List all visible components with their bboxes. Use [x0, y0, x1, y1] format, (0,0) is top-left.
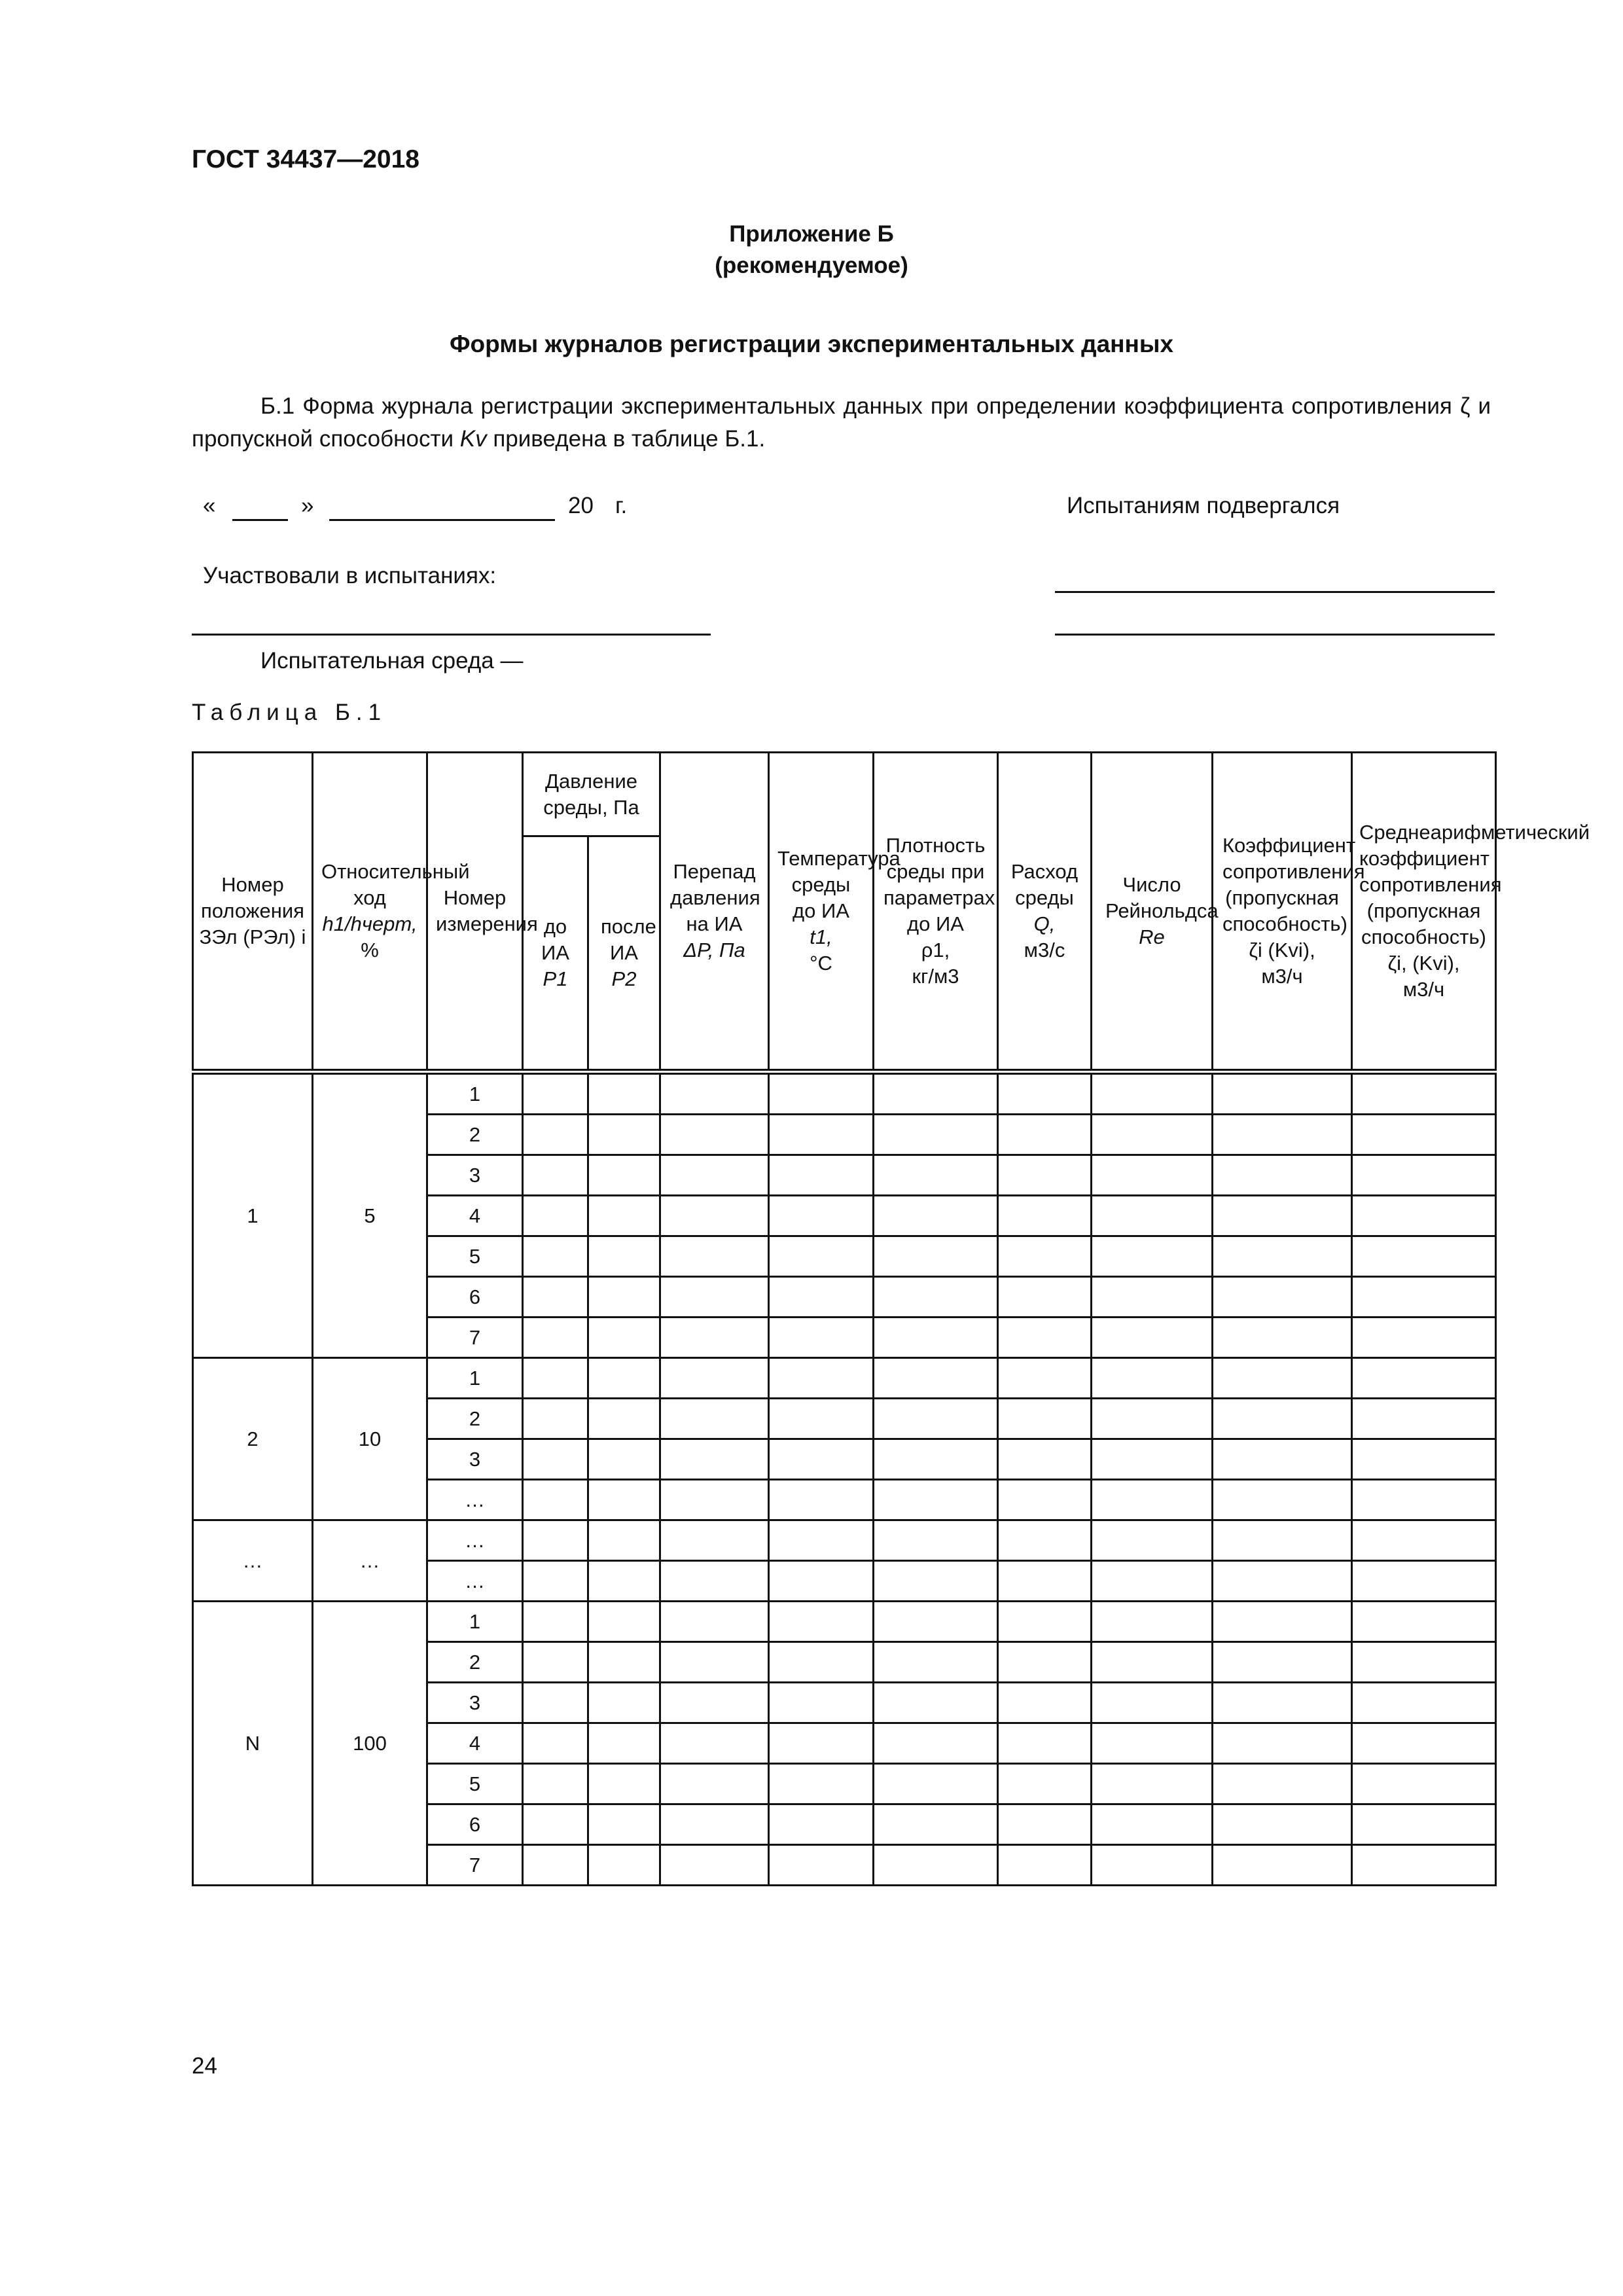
empty-data-cell[interactable]	[588, 1642, 660, 1683]
empty-data-cell[interactable]	[769, 1196, 874, 1236]
empty-data-cell[interactable]	[588, 1072, 660, 1115]
empty-data-cell[interactable]	[769, 1318, 874, 1358]
empty-data-cell[interactable]	[1352, 1602, 1496, 1642]
table-row	[193, 1520, 1496, 1561]
table-row	[193, 1072, 1496, 1115]
empty-data-cell[interactable]	[660, 1561, 769, 1602]
cell-measurement: …	[427, 1520, 523, 1561]
empty-data-cell[interactable]	[998, 1155, 1092, 1196]
empty-data-cell[interactable]	[660, 1318, 769, 1358]
empty-data-cell[interactable]	[523, 1845, 588, 1886]
intro-text-2: приведена в таблице Б.1.	[486, 426, 766, 452]
empty-data-cell[interactable]	[874, 1072, 998, 1115]
empty-data-cell[interactable]	[874, 1683, 998, 1723]
empty-data-cell[interactable]	[998, 1358, 1092, 1399]
cell-measurement: 1	[427, 1602, 523, 1642]
appendix-status: (рекомендуемое)	[715, 253, 908, 278]
empty-data-cell[interactable]	[998, 1683, 1092, 1723]
empty-data-cell[interactable]	[660, 1277, 769, 1318]
col-header-reynolds: Число Рейнольдса Re	[1092, 753, 1213, 1072]
empty-data-cell[interactable]	[523, 1399, 588, 1439]
cell-travel: 5	[313, 1072, 427, 1358]
empty-data-cell[interactable]	[1092, 1804, 1213, 1845]
empty-data-cell[interactable]	[523, 1236, 588, 1277]
empty-data-cell[interactable]	[523, 1804, 588, 1845]
empty-data-cell[interactable]	[1352, 1723, 1496, 1764]
empty-data-cell[interactable]	[769, 1642, 874, 1683]
empty-data-cell[interactable]	[1213, 1318, 1352, 1358]
medium-label: Испытательная среда —	[260, 648, 524, 673]
data-table	[192, 751, 1590, 1886]
date-quote-close: »	[301, 493, 314, 518]
empty-data-cell[interactable]	[874, 1115, 998, 1155]
empty-data-cell[interactable]	[588, 1318, 660, 1358]
empty-data-cell[interactable]	[998, 1115, 1092, 1155]
empty-data-cell[interactable]	[1213, 1642, 1352, 1683]
empty-data-cell[interactable]	[769, 1804, 874, 1845]
col-header-pressure: Давление среды, Па	[523, 753, 660, 836]
participants-label: Участвовали в испытаниях:	[203, 563, 497, 588]
empty-data-cell[interactable]	[998, 1764, 1092, 1804]
empty-data-cell[interactable]	[1092, 1845, 1213, 1886]
empty-data-cell[interactable]	[1352, 1155, 1496, 1196]
empty-data-cell[interactable]	[769, 1602, 874, 1642]
empty-data-cell[interactable]	[874, 1845, 998, 1886]
empty-data-cell[interactable]	[660, 1072, 769, 1115]
cell-measurement: 5	[427, 1764, 523, 1804]
cell-measurement: 7	[427, 1318, 523, 1358]
empty-data-cell[interactable]	[588, 1399, 660, 1439]
empty-data-cell[interactable]	[660, 1845, 769, 1886]
cell-position: 2	[193, 1358, 313, 1520]
col-header-after: после ИА P2	[588, 836, 660, 1072]
col-header-coefficient: Коэффициент сопротивления (пропускная способность) ζi (Kvi), м3/ч	[1213, 753, 1352, 1072]
empty-data-cell[interactable]	[998, 1642, 1092, 1683]
empty-data-cell[interactable]	[874, 1277, 998, 1318]
empty-data-cell[interactable]	[998, 1196, 1092, 1236]
empty-data-cell[interactable]	[1352, 1804, 1496, 1845]
table-row	[193, 1358, 1496, 1399]
empty-data-cell[interactable]	[588, 1845, 660, 1886]
empty-data-cell[interactable]	[1213, 1561, 1352, 1602]
empty-data-cell[interactable]	[660, 1683, 769, 1723]
empty-data-cell[interactable]	[769, 1480, 874, 1520]
empty-data-cell[interactable]	[660, 1115, 769, 1155]
section-title: Формы журналов регистрации экспериментальных данных	[449, 331, 1174, 357]
cell-travel: …	[313, 1520, 427, 1602]
empty-data-cell[interactable]	[998, 1318, 1092, 1358]
table-row	[193, 1602, 1496, 1642]
empty-data-cell[interactable]	[1092, 1277, 1213, 1318]
tested-object-line-1[interactable]	[1055, 591, 1495, 593]
empty-data-cell[interactable]	[874, 1439, 998, 1480]
cell-measurement: 2	[427, 1399, 523, 1439]
empty-data-cell[interactable]	[1352, 1642, 1496, 1683]
empty-data-cell[interactable]	[769, 1399, 874, 1439]
empty-data-cell[interactable]	[769, 1520, 874, 1561]
empty-data-cell[interactable]	[998, 1072, 1092, 1115]
empty-data-cell[interactable]	[1352, 1277, 1496, 1318]
empty-data-cell[interactable]	[523, 1723, 588, 1764]
month-blank-line[interactable]	[329, 519, 555, 521]
empty-data-cell[interactable]	[769, 1723, 874, 1764]
empty-data-cell[interactable]	[660, 1602, 769, 1642]
standard-header: ГОСТ 34437—2018	[192, 145, 419, 173]
empty-data-cell[interactable]	[1213, 1358, 1352, 1399]
empty-data-cell[interactable]	[874, 1602, 998, 1642]
empty-data-cell[interactable]	[588, 1561, 660, 1602]
empty-data-cell[interactable]	[523, 1318, 588, 1358]
col-header-measurement: Номер измерения	[427, 753, 523, 1072]
empty-data-cell[interactable]	[523, 1358, 588, 1399]
empty-data-cell[interactable]	[874, 1358, 998, 1399]
empty-data-cell[interactable]	[588, 1683, 660, 1723]
empty-data-cell[interactable]	[874, 1155, 998, 1196]
empty-data-cell[interactable]	[1352, 1520, 1496, 1561]
date-quote-open: «	[203, 493, 216, 518]
empty-data-cell[interactable]	[874, 1561, 998, 1602]
empty-data-cell[interactable]	[874, 1318, 998, 1358]
empty-data-cell[interactable]	[1213, 1764, 1352, 1804]
empty-data-cell[interactable]	[874, 1399, 998, 1439]
empty-data-cell[interactable]	[1352, 1764, 1496, 1804]
empty-data-cell[interactable]	[1213, 1196, 1352, 1236]
empty-data-cell[interactable]	[874, 1723, 998, 1764]
empty-data-cell[interactable]	[1092, 1115, 1213, 1155]
cell-measurement: 1	[427, 1358, 523, 1399]
intro-text-1: Б.1 Форма журнала регистрации экспериментальных данных при определении коэффициента сопротивления ζ и пропускной способности	[192, 393, 1491, 452]
empty-data-cell[interactable]	[1092, 1602, 1213, 1642]
col-header-density: Плотность среды при параметрах до ИА ρ1, кг/м3	[874, 753, 998, 1072]
empty-data-cell[interactable]	[1213, 1602, 1352, 1642]
cell-position: N	[193, 1602, 313, 1886]
cell-position: …	[193, 1520, 313, 1602]
empty-data-cell[interactable]	[1092, 1072, 1213, 1115]
col-header-drop: Перепад давления на ИА ΔP, Па	[660, 753, 769, 1072]
col-header-position: Номер положения ЗЭл (РЭл) i	[193, 753, 313, 1072]
cell-measurement: 1	[427, 1072, 523, 1115]
intro-kv: Kv	[459, 426, 487, 452]
col-header-before: до ИА P1	[523, 836, 588, 1072]
col-header-flow: Расход среды Q, м3/с	[998, 753, 1092, 1072]
table-body	[193, 1072, 1496, 1886]
participants-line[interactable]	[192, 634, 711, 636]
empty-data-cell[interactable]	[660, 1196, 769, 1236]
cell-measurement: …	[427, 1480, 523, 1520]
empty-data-cell[interactable]	[1092, 1561, 1213, 1602]
empty-data-cell[interactable]	[998, 1804, 1092, 1845]
empty-data-cell[interactable]	[1213, 1683, 1352, 1723]
empty-data-cell[interactable]	[660, 1236, 769, 1277]
empty-data-cell[interactable]	[523, 1561, 588, 1602]
empty-data-cell[interactable]	[1092, 1236, 1213, 1277]
empty-data-cell[interactable]	[998, 1845, 1092, 1886]
empty-data-cell[interactable]	[588, 1236, 660, 1277]
cell-measurement: …	[427, 1561, 523, 1602]
empty-data-cell[interactable]	[588, 1602, 660, 1642]
empty-data-cell[interactable]	[1352, 1399, 1496, 1439]
intro-paragraph	[192, 390, 1491, 456]
empty-data-cell[interactable]	[1092, 1318, 1213, 1358]
empty-data-cell[interactable]	[1092, 1723, 1213, 1764]
empty-data-cell[interactable]	[1352, 1845, 1496, 1886]
empty-data-cell[interactable]	[660, 1804, 769, 1845]
empty-data-cell[interactable]	[769, 1764, 874, 1804]
empty-data-cell[interactable]	[588, 1520, 660, 1561]
empty-data-cell[interactable]	[874, 1764, 998, 1804]
empty-data-cell[interactable]	[588, 1480, 660, 1520]
empty-data-cell[interactable]	[523, 1520, 588, 1561]
empty-data-cell[interactable]	[523, 1155, 588, 1196]
empty-data-cell[interactable]	[1213, 1115, 1352, 1155]
empty-data-cell[interactable]	[1213, 1236, 1352, 1277]
empty-data-cell[interactable]	[660, 1399, 769, 1439]
empty-data-cell[interactable]	[588, 1358, 660, 1399]
appendix-title: Приложение Б	[729, 221, 894, 247]
empty-data-cell[interactable]	[1092, 1439, 1213, 1480]
empty-data-cell[interactable]	[1352, 1358, 1496, 1399]
year-prefix: 20	[568, 493, 594, 518]
empty-data-cell[interactable]	[1213, 1439, 1352, 1480]
empty-data-cell[interactable]	[1352, 1683, 1496, 1723]
empty-data-cell[interactable]	[523, 1115, 588, 1155]
table-caption: Таблица Б.1	[192, 700, 387, 725]
empty-data-cell[interactable]	[874, 1196, 998, 1236]
cell-measurement: 2	[427, 1642, 523, 1683]
empty-data-cell[interactable]	[660, 1439, 769, 1480]
empty-data-cell[interactable]	[769, 1358, 874, 1399]
empty-data-cell[interactable]	[1092, 1480, 1213, 1520]
empty-data-cell[interactable]	[998, 1561, 1092, 1602]
empty-data-cell[interactable]	[1352, 1439, 1496, 1480]
empty-data-cell[interactable]	[1092, 1683, 1213, 1723]
empty-data-cell[interactable]	[660, 1480, 769, 1520]
empty-data-cell[interactable]	[1092, 1520, 1213, 1561]
empty-data-cell[interactable]	[1213, 1845, 1352, 1886]
empty-data-cell[interactable]	[660, 1723, 769, 1764]
empty-data-cell[interactable]	[1352, 1480, 1496, 1520]
empty-data-cell[interactable]	[998, 1480, 1092, 1520]
tested-object-line-2[interactable]	[1055, 634, 1495, 636]
empty-data-cell[interactable]	[1352, 1196, 1496, 1236]
empty-data-cell[interactable]	[523, 1277, 588, 1318]
empty-data-cell[interactable]	[1213, 1520, 1352, 1561]
empty-data-cell[interactable]	[588, 1723, 660, 1764]
empty-data-cell[interactable]	[1092, 1642, 1213, 1683]
empty-data-cell[interactable]	[660, 1358, 769, 1399]
empty-data-cell[interactable]	[1352, 1115, 1496, 1155]
empty-data-cell[interactable]	[523, 1439, 588, 1480]
empty-data-cell[interactable]	[660, 1642, 769, 1683]
cell-measurement: 6	[427, 1277, 523, 1318]
empty-data-cell[interactable]	[998, 1602, 1092, 1642]
empty-data-cell[interactable]	[588, 1277, 660, 1318]
empty-data-cell[interactable]	[769, 1845, 874, 1886]
empty-data-cell[interactable]	[1352, 1072, 1496, 1115]
empty-data-cell[interactable]	[769, 1277, 874, 1318]
empty-data-cell[interactable]	[588, 1764, 660, 1804]
cell-measurement: 6	[427, 1804, 523, 1845]
page-number: 24	[192, 2053, 217, 2079]
empty-data-cell[interactable]	[1092, 1155, 1213, 1196]
empty-data-cell[interactable]	[874, 1804, 998, 1845]
empty-data-cell[interactable]	[660, 1520, 769, 1561]
col-header-mean-coefficient: Среднеарифметический коэффициент сопротивления (пропускная способность) ζi, (Kvi), м3/ч	[1352, 753, 1496, 1072]
empty-data-cell[interactable]	[588, 1196, 660, 1236]
empty-data-cell[interactable]	[523, 1642, 588, 1683]
empty-data-cell[interactable]	[998, 1439, 1092, 1480]
empty-data-cell[interactable]	[998, 1723, 1092, 1764]
empty-data-cell[interactable]	[588, 1155, 660, 1196]
empty-data-cell[interactable]	[1092, 1399, 1213, 1439]
empty-data-cell[interactable]	[1352, 1236, 1496, 1277]
col-header-temperature: Температура среды до ИА t1, °С	[769, 753, 874, 1072]
empty-data-cell[interactable]	[588, 1804, 660, 1845]
empty-data-cell[interactable]	[998, 1520, 1092, 1561]
empty-data-cell[interactable]	[874, 1480, 998, 1520]
empty-data-cell[interactable]	[660, 1764, 769, 1804]
empty-data-cell[interactable]	[588, 1439, 660, 1480]
empty-data-cell[interactable]	[769, 1439, 874, 1480]
empty-data-cell[interactable]	[769, 1236, 874, 1277]
empty-data-cell[interactable]	[1352, 1318, 1496, 1358]
empty-data-cell[interactable]	[1352, 1561, 1496, 1602]
empty-data-cell[interactable]	[769, 1155, 874, 1196]
empty-data-cell[interactable]	[1213, 1723, 1352, 1764]
empty-data-cell[interactable]	[523, 1764, 588, 1804]
empty-data-cell[interactable]	[1213, 1277, 1352, 1318]
cell-measurement: 3	[427, 1155, 523, 1196]
cell-measurement: 4	[427, 1723, 523, 1764]
cell-position: 1	[193, 1072, 313, 1358]
empty-data-cell[interactable]	[1092, 1764, 1213, 1804]
empty-data-cell[interactable]	[769, 1683, 874, 1723]
empty-data-cell[interactable]	[1092, 1358, 1213, 1399]
empty-data-cell[interactable]	[998, 1277, 1092, 1318]
empty-data-cell[interactable]	[874, 1236, 998, 1277]
tested-label: Испытаниям подвергался	[1067, 493, 1340, 518]
cell-measurement: 2	[427, 1115, 523, 1155]
empty-data-cell[interactable]	[998, 1236, 1092, 1277]
empty-data-cell[interactable]	[874, 1642, 998, 1683]
empty-data-cell[interactable]	[523, 1480, 588, 1520]
empty-data-cell[interactable]	[1213, 1155, 1352, 1196]
day-blank-line[interactable]	[232, 519, 288, 521]
year-suffix: г.	[615, 493, 628, 518]
cell-measurement: 4	[427, 1196, 523, 1236]
cell-measurement: 3	[427, 1683, 523, 1723]
empty-data-cell[interactable]	[769, 1561, 874, 1602]
cell-measurement: 7	[427, 1845, 523, 1886]
cell-travel: 10	[313, 1358, 427, 1520]
empty-data-cell[interactable]	[588, 1115, 660, 1155]
empty-data-cell[interactable]	[1213, 1480, 1352, 1520]
empty-data-cell[interactable]	[523, 1602, 588, 1642]
empty-data-cell[interactable]	[769, 1115, 874, 1155]
empty-data-cell[interactable]	[1092, 1196, 1213, 1236]
col-header-travel: Относительный ход h1/hчерт, %	[313, 753, 427, 1072]
empty-data-cell[interactable]	[1213, 1072, 1352, 1115]
empty-data-cell[interactable]	[998, 1399, 1092, 1439]
empty-data-cell[interactable]	[660, 1155, 769, 1196]
empty-data-cell[interactable]	[769, 1072, 874, 1115]
empty-data-cell[interactable]	[874, 1520, 998, 1561]
cell-measurement: 5	[427, 1236, 523, 1277]
empty-data-cell[interactable]	[1213, 1804, 1352, 1845]
empty-data-cell[interactable]	[1213, 1399, 1352, 1439]
cell-travel: 100	[313, 1602, 427, 1886]
empty-data-cell[interactable]	[523, 1683, 588, 1723]
empty-data-cell[interactable]	[523, 1196, 588, 1236]
cell-measurement: 3	[427, 1439, 523, 1480]
empty-data-cell[interactable]	[523, 1072, 588, 1115]
